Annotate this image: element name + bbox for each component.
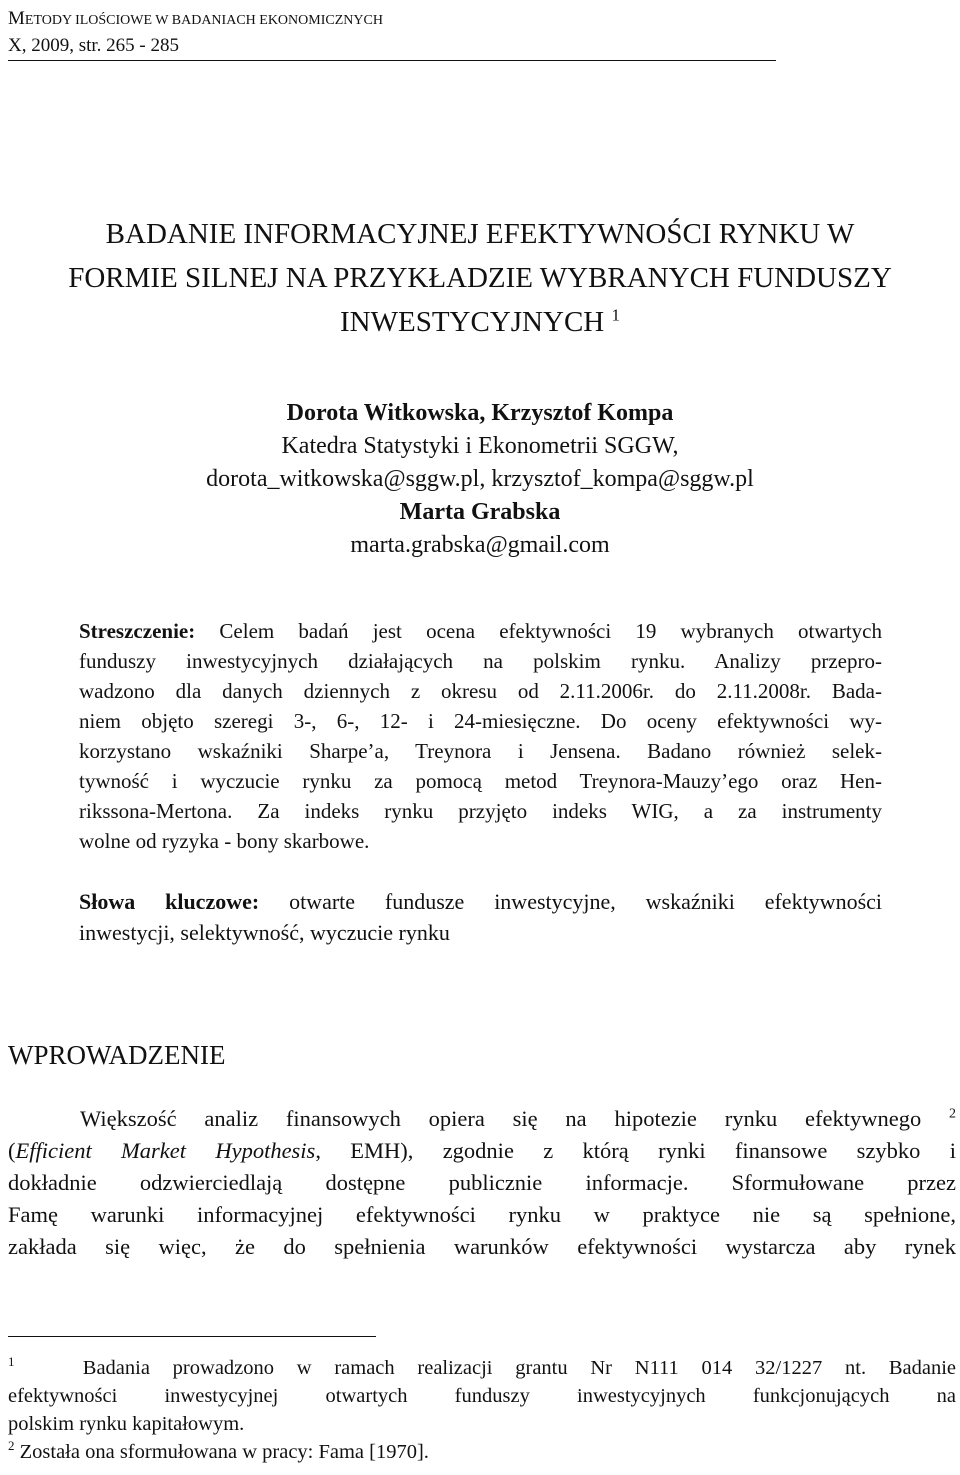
footnote-1-number: 1 — [8, 1354, 15, 1370]
title-footnote-ref: 1 — [611, 305, 620, 325]
keywords — [79, 886, 882, 948]
keywords-line: Słowa kluczowe: otwarte fundusze inwestycyjne, wskaźniki efektywności — [79, 889, 883, 914]
intro-paragraph — [8, 1103, 956, 1263]
author-names: Dorota Witkowska, Krzysztof Kompa — [286, 400, 674, 426]
author-emails: dorota_witkowska@sggw.pl, krzysztof_kompa@sggw.pl — [206, 466, 754, 492]
journal-header — [8, 6, 778, 58]
author-affiliation: Katedra Statystyki i Ekonometrii SGGW, — [281, 433, 679, 459]
intro-line: Większość analiz finansowych opiera się na hipotezie rynku efektywnego $^2$ — [80, 1106, 956, 1131]
journal-name: METODY ILOŚCIOWE W BADANIACH EKONOMICZNYCH — [8, 8, 383, 29]
intro-line: dokładnie odzwierciedlają dostępne publicznie informacje. Sformułowane przez — [8, 1170, 956, 1195]
abstract-line: funduszy inwestycyjnych działających na polskim rynku. Analizy przepro- — [79, 649, 882, 673]
abstract — [79, 616, 882, 856]
abstract-line: korzystano wskaźniki Sharpe’a, Treynora i Jensena. Badano również selek- — [79, 739, 882, 763]
abstract-label: Streszczenie: — [79, 619, 196, 643]
paper-title — [0, 212, 960, 344]
abstract-line: wolne od ryzyka - bony skarbowe. — [79, 829, 370, 853]
intro-line: Famę warunki informacyjnej efektywności rynku w praktyce nie są spełnione, — [8, 1202, 956, 1227]
intro-line: zakłada się więc, że do spełnienia warunków efektywności wystarcza aby rynek — [8, 1234, 956, 1259]
intro-line: (Efficient Market Hypothesis, EMH), zgodnie z którą rynki finansowe szybko i — [8, 1138, 956, 1163]
title-line-3: INWESTYCYJNYCH $^1$ — [340, 305, 620, 338]
journal-issue: X, 2009, str. 265 - 285 — [8, 35, 179, 56]
title-line-1: BADANIE INFORMACYJNEJ EFEKTYWNOŚCI RYNKU W — [105, 218, 855, 250]
emh-term: Efficient Market Hypothesis — [15, 1138, 316, 1163]
footnote-1-line: efektywności inwestycyjnej otwartych funduszy inwestycyjnych funkcjonujących na — [8, 1385, 956, 1407]
title-line-2: FORMIE SILNEJ NA PRZYKŁADZIE WYBRANYCH FUNDUSZY — [68, 262, 892, 294]
author-name-2: Marta Grabska — [399, 499, 561, 525]
author-email-2: marta.grabska@gmail.com — [350, 532, 610, 558]
footnotes — [8, 1354, 956, 1466]
abstract-line: rikssona-Mertona. Za indeks rynku przyjęto indeks WIG, a za instrumenty — [79, 799, 882, 823]
authors-block — [0, 397, 960, 562]
abstract-line: niem objęto szeregi 3-, 6-, 12- i 24-miesięczne. Do oceny efektywności wy- — [79, 709, 882, 733]
abstract-line: Streszczenie: Celem badań jest ocena efektywności 19 wybranych otwartych — [79, 619, 882, 643]
abstract-line: tywność i wyczucie rynku za pomocą metod Treynora-Mauzy’ego oraz Hen- — [79, 769, 882, 793]
footnote-1-line: polskim rynku kapitałowym. — [8, 1413, 245, 1435]
footnote-rule — [8, 1336, 376, 1337]
intro-footnote-ref: 2 — [949, 1106, 956, 1122]
keywords-line: inwestycji, selektywność, wyczucie rynku — [79, 920, 450, 945]
footnote-1-line: $^1$ Badania prowadzono w ramach realizacji grantu Nr N111 014 32/1227 nt. Badanie — [8, 1354, 956, 1379]
section-heading: WPROWADZENIE — [8, 1040, 226, 1070]
keywords-label: Słowa kluczowe: — [79, 889, 260, 914]
footnote-2-line: $^2$ Została ona sformułowana w pracy: Fama [1970]. — [8, 1438, 429, 1463]
header-rule — [8, 60, 776, 61]
footnote-2-number: 2 — [8, 1438, 15, 1454]
abstract-line: wadzono dla danych dziennych z okresu od 2.11.2006r. do 2.11.2008r. Bada- — [79, 679, 882, 703]
